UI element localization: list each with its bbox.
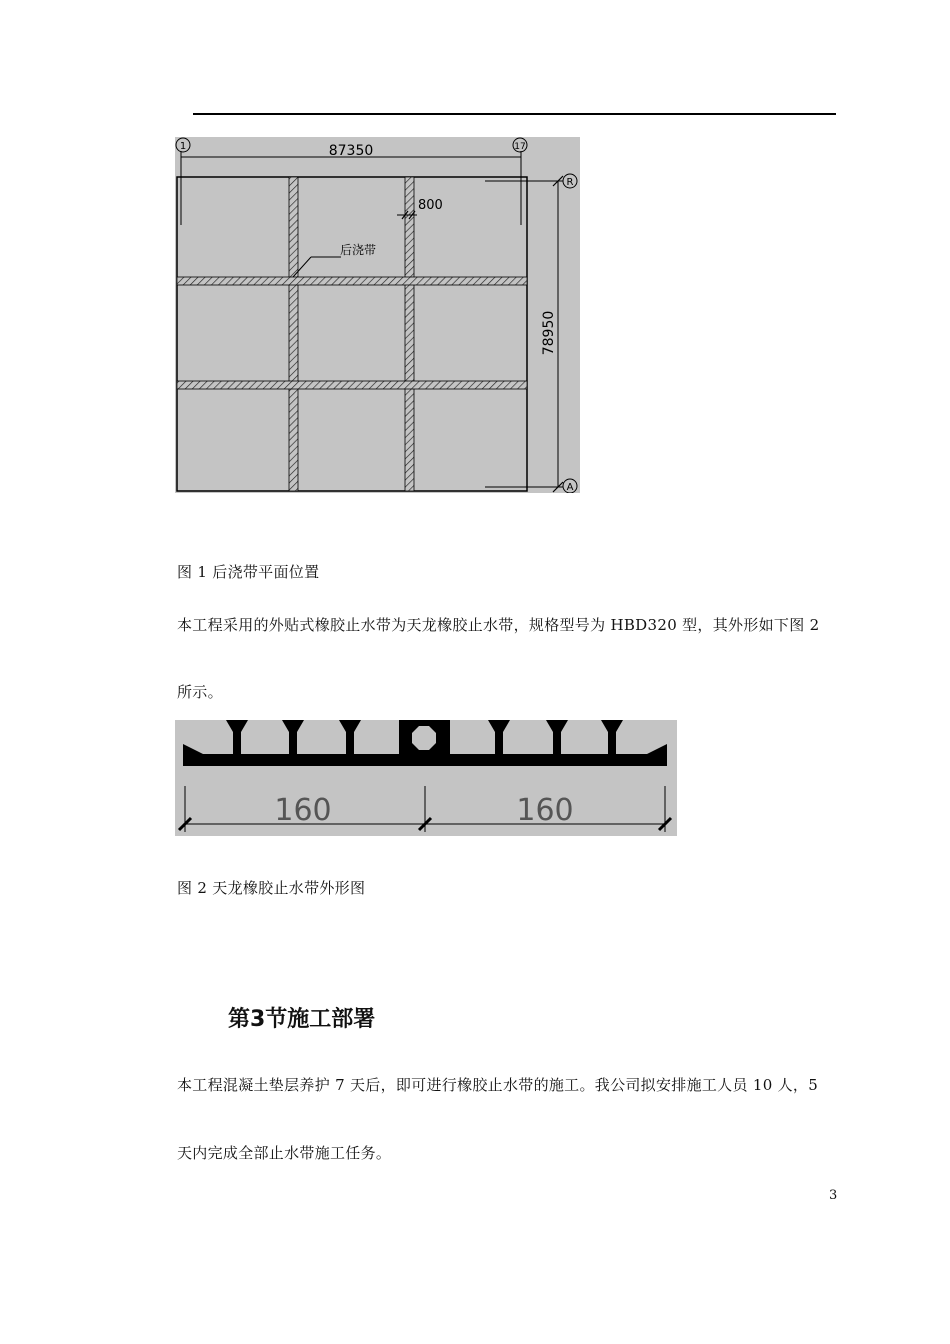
paragraph2-line2: 天内完成全部止水带施工任务。 bbox=[177, 1144, 392, 1162]
dimension-left: 160 bbox=[274, 793, 332, 828]
dimension-width: 87350 bbox=[328, 143, 374, 159]
figure1-caption: 图 1 后浇带平面位置 bbox=[177, 563, 320, 581]
section-heading: 第3节施工部署 bbox=[228, 1007, 376, 1032]
axis-label-17: 17 bbox=[514, 142, 526, 152]
paragraph1-line1: 本工程采用的外贴式橡胶止水带为天龙橡胶止水带，规格型号为 HBD320 型，其外形如下图 2 bbox=[177, 616, 820, 634]
figure1-plan-drawing bbox=[175, 137, 580, 493]
band-label: 后浇带 bbox=[340, 243, 377, 257]
axis-label-1: 1 bbox=[179, 141, 187, 152]
band-horizontal bbox=[177, 277, 527, 285]
band-horizontal bbox=[177, 381, 527, 389]
page-number: 3 bbox=[829, 1188, 838, 1203]
paragraph1-line2: 所示。 bbox=[177, 683, 223, 701]
axis-label-R: R bbox=[566, 177, 574, 188]
figure2-waterstop-profile bbox=[175, 720, 677, 836]
dimension-band: 800 bbox=[418, 198, 443, 213]
axis-label-A: A bbox=[566, 482, 574, 493]
paragraph2-line1: 本工程混凝土垫层养护 7 天后，即可进行橡胶止水带的施工。我公司拟安排施工人员 10 人，5 bbox=[177, 1076, 819, 1094]
waterstop-flange bbox=[183, 754, 667, 766]
header-rule bbox=[193, 113, 836, 115]
band-vertical bbox=[289, 177, 298, 491]
dimension-height: 78950 bbox=[541, 310, 557, 356]
figure1-background bbox=[175, 137, 580, 493]
dimension-right: 160 bbox=[516, 793, 574, 828]
band-vertical bbox=[405, 177, 414, 491]
figure2-caption: 图 2 天龙橡胶止水带外形图 bbox=[177, 879, 366, 897]
